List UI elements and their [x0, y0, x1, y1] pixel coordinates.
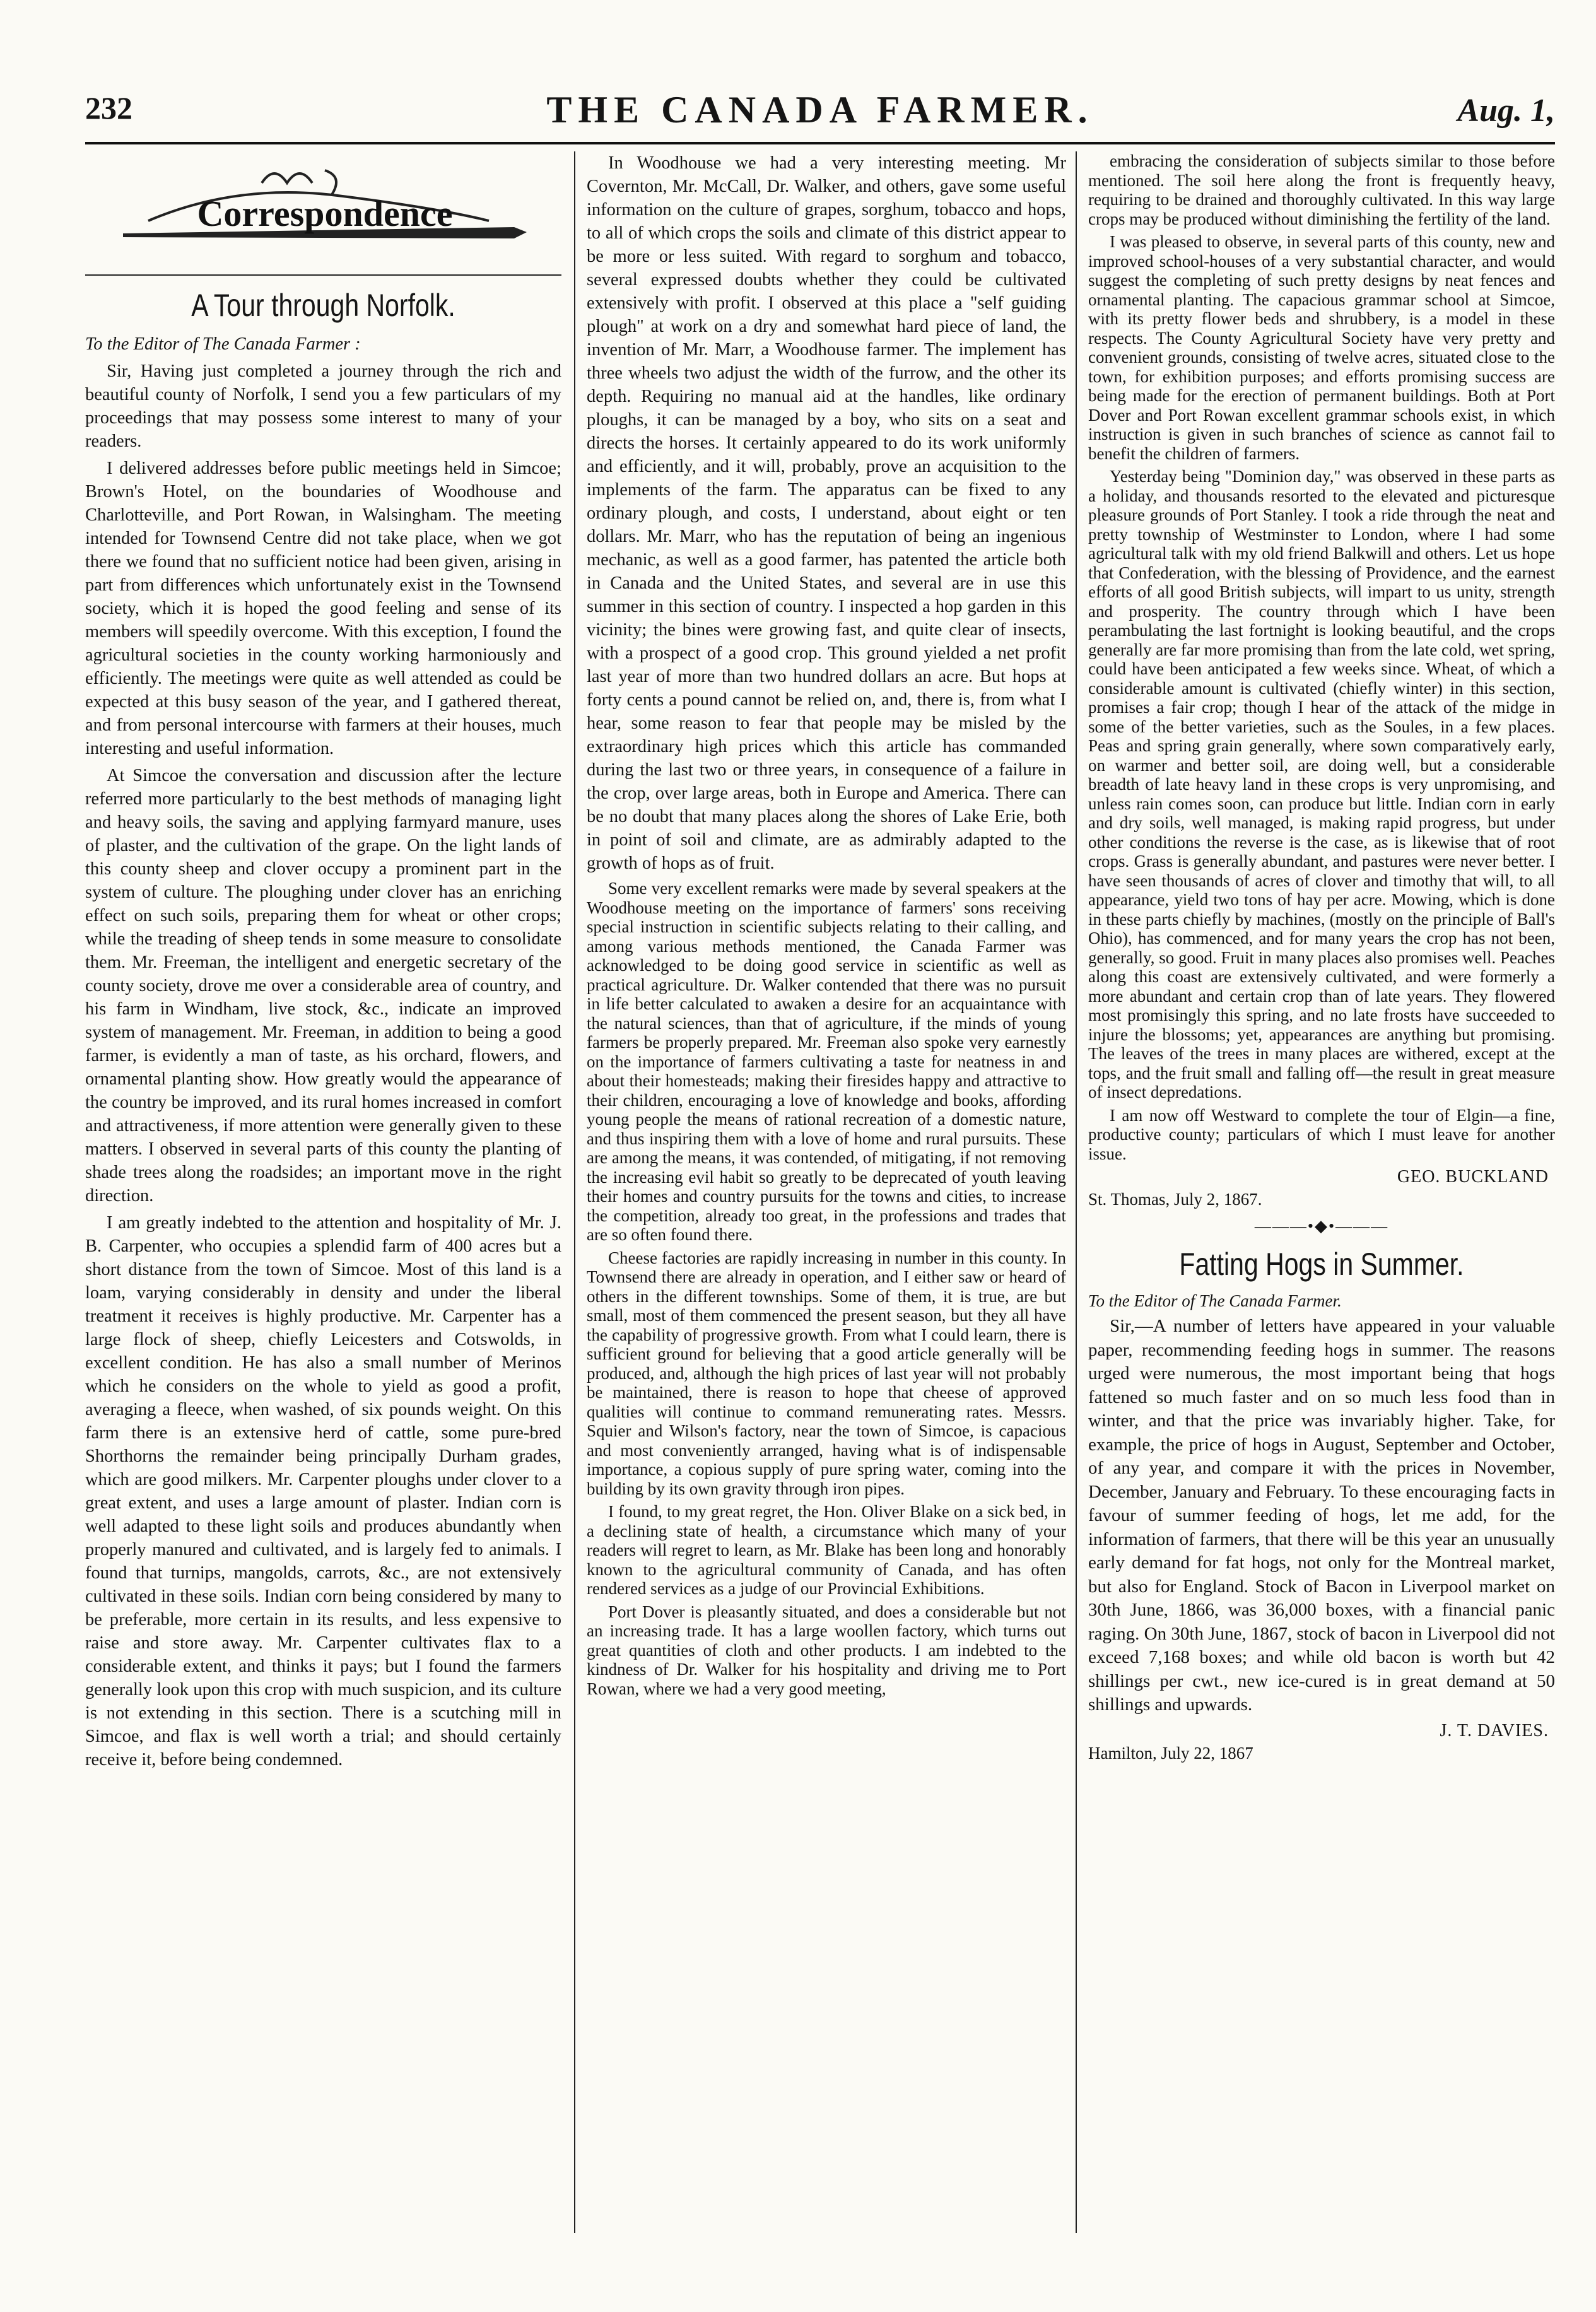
paragraph: I am greatly indebted to the attention and hospitality of Mr. J. B. Carpenter, who occupies a splendid farm of 400 acres but a short distance from the town of Simcoe. Most of this land is a loam, varying considerably in density and under the liberal treatment it receives is highly productive. Mr. Carpenter has a large flock of sheep, chiefly Leicesters and Cotswolds, in excellent condition. He has also a small number of Merinos which he considers on the whole to yield as good a profit, averaging a fleece, when washed, of six pounds weight. On this farm there is an extensive herd of cattle, some pure-bred Shorthorns the remainder being principally Durham grades, which are good milkers. Mr. Carpenter ploughs under clover to a great extent, and uses a large amount of plaster. Indian corn is well adapted to these light soils and produces abundantly when properly manured and cultivated, and is largely fed to animals. I found that turnips, mangolds, carrots, &c., are not extensively cultivated in these soils. Indian corn being considered by many to be preferable, more certain in its results, and less expensive to raise and store away. Mr. Carpenter cultivates flax to a considerable extent, and thinks it pays; but I found the farmers generally look upon this crop with much suspicion, and its culture is not extending in this section. There is a scutching mill in Simcoe, and flax is well worth a trial; and should certainly receive it, before being condemned. — [85, 1213, 561, 1769]
issue-date: Aug. 1, — [1457, 93, 1555, 129]
paragraph: Sir, Having just completed a journey through the rich and beautiful county of Norfolk, I send you a few particulars of my proceedings that may possess some interest to many of your readers. — [85, 361, 561, 451]
salutation: To the Editor of The Canada Farmer : — [85, 334, 361, 354]
paragraph: At Simcoe the conversation and discussion after the lecture referred more particularly to the best methods of managing light and heavy soils, the saving and applying farmyard manure, uses of plaster, and the cultivation of the grape. On the light lands of this county sheep and clover occupy a prominent part in the system of culture. The ploughing under clover has an enriching effect on such soils, preparing them for wheat or other crops; while the treading of sheep tends in some measure to consolidate them. Mr. Freeman, the intelligent and energetic secretary of the county society, drove me over a considerable area of country, and his farm in Windham, live stock, &c., indicate an improved system of management. Mr. Freeman, in addition to being a good farmer, is evidently a man of taste, as his orchard, flowers, and ornamental planting show. How greatly would the appearance of the country be improved, and its rural homes increased in comfort and attractiveness, if more attention were generally given to these matters. I observed in several parts of this county the planting of shade trees along the roadsides; an important move in the right direction. — [85, 766, 561, 1206]
newspaper-page — [85, 88, 1555, 2233]
paragraph: I am now off Westward to complete the tour of Elgin—a fine, productive county; particulars of which I must leave for another issue. — [1088, 1105, 1555, 1163]
paragraph: In Woodhouse we had a very interesting meeting. Mr Covernton, Mr. McCall, Dr. Walker, and others, gave some useful information on the culture of grapes, sorghum, tobacco and hops, to all of which crops the soils and climate of this district appear to be more or less suited. With regard to sorghum and tobacco, several expressed doubts whether they could be cultivated extensively with profit. I observed at this place a "self guiding plough" at work on a dry and somewhat hard piece of land, the invention of Mr. Marr, a Woodhouse farmer. The implement has three wheels two adjust the width of the furrow, and the other its depth. Requiring no manual aid at the handles, like ordinary ploughs, it can be managed by a boy, who sits on a seat and directs the horses. It certainly appeared to do its work uniformly and efficiently, and it will, probably, prove an acquisition to the implements of the farm. The apparatus can be fixed to any ordinary plough, and costs, I understand, about eight or ten dollars. Mr. Marr, who has the reputation of being an ingenious mechanic, as well as a good farmer, has patented the article both in Canada and the United States, and several are in use this summer in this section of country. I inspected a hop garden in this vicinity; the bines were growing fast, and quite clear of insects, with a prospect of a good crop. This ground yielded a net profit last year of more than two hundred dollars an acre. But hops at forty cents a pound cannot be relied on, and, there is, from what I hear, some reason to fear that people may be misled by the extraordinary high prices which this article has commanded during the last two or three years, in consequence of a failure in the crop, over large areas, both in Europe and America. There can be no doubt that many places along the shores of Lake Erie, both in point of soil and climate, are as admirably adapted to the growth of hops as of fruit. — [587, 153, 1066, 873]
dateline: Hamilton, July 22, 1867 — [1088, 1743, 1253, 1763]
divider-ornament-icon: ———•◆•——— — [1254, 1217, 1389, 1235]
column-divider — [574, 151, 575, 2233]
page-number: 232 — [85, 90, 132, 126]
signature: J. T. DAVIES. — [1440, 1720, 1549, 1740]
article-title: Fatting Hogs in Summer. — [1179, 1247, 1464, 1282]
header-rule — [85, 142, 1555, 144]
paragraph: Port Dover is pleasantly situated, and does a considerable but not an increasing trade. It has a large woollen factory, which turns out great quantities of cloth and other products. I am indebted to the kindness of Dr. Walker for his hospitality and driving me to Port Rowan, where we had a very good meeting, — [587, 1602, 1066, 1698]
paragraph: Yesterday being "Dominion day," was observed in these parts as a holiday, and thousands resorted to the elevated and picturesque pleasure grounds of Port Stanley. I took a ride through the neat and pretty township of Westminster to London, where I had some agricultural talk with my old friend Balkwill and others. Let us hope that Confederation, with the blessing of Providence, and the earnest efforts of all good British subjects, will impart to us unity, strength and prosperity. The country through which I have been perambulating the last fortnight is looking beautiful, and the crops generally are far more promising than from the late cold, wet spring, could have been anticipated a few weeks since. Wheat, of which a considerable amount is cultivated (chiefly winter) in this section, promises a fair crop; though I hear of the attack of the midge in some of the better varieties, such as the Soules, in a few places. Peas and spring grain generally, where sown comparatively early, on warmer and better soil, are doing well, but a considerable breadth of late heavy land in these crops is very unpromising, and unless rain comes soon, can produce but little. Indian corn in early and dry soils, well managed, is making rapid progress, but under other conditions the reverse is the case, as is likewise that of root crops. Grass is generally abundant, and pastures were never better. I have seen thousands of acres of clover and timothy that will, to all appearance, yield two tons of hay per acre. Mowing, which is done in these parts chiefly by machines, (mostly on the principle of Ball's Ohio), has commenced, and for many years the crop has not been, generally, so good. Fruit in many places also promises well. Peaches along this coast are extensively cultivated, and were formerly a more abundant and certain crop than of late years. They flowered most promisingly this spring, and no late frosts have succeeded to injure the blossoms; yet, appearances are anything but promising. The leaves of the trees in many places are withered, except at the tops, and the fruit small and falling off—the result in great measure of insect depredations. — [1088, 467, 1555, 1101]
paragraph: Cheese factories are rapidly increasing in number in this county. In Townsend there are already in operation, and I either saw or heard of others in the different townships. Some of them, it is true, are but small, most of them commenced the present season, but they all have the capability of progressive growth. From what I could learn, there is sufficient ground for believing that a good article generally will be produced, and, although the high prices of last year will not probably be maintained, there is reason to hope that cheese of approved qualities will continue to command remunerating rates. Messrs. Squier and Wilson's factory, near the town of Simcoe, is capacious and most conveniently arranged, having what is of indispensable importance, a copious supply of pure spring water, coming into the building by its own gravity through iron pipes. — [587, 1248, 1066, 1498]
paragraph: embracing the consideration of subjects similar to those before mentioned. The soil here along the front is frequently heavy, requiring to be drained and thoroughly cultivated. In this way large crops may be produced without diminishing the fertility of the land. — [1088, 151, 1555, 228]
signature: GEO. BUCKLAND — [1397, 1167, 1549, 1187]
column-divider — [1076, 151, 1077, 2233]
paragraph: I found, to my great regret, the Hon. Oliver Blake on a sick bed, in a declining state of health, a circumstance which many of your readers will regret to learn, as Mr. Blake has been long and honorably known to the agricultural community of Canada, and has often rendered services as a judge of our Provincial Exhibitions. — [587, 1502, 1066, 1598]
section-rule — [85, 274, 561, 276]
page-header — [85, 88, 1555, 139]
quill-ornament-icon — [110, 158, 539, 265]
paragraph: I delivered addresses before public meetings held in Simcoe; Brown's Hotel, on the boundaries of Woodhouse and Charlotteville, and Port Rowan, in Walsingham. The meeting intended for Townsend Centre did not take place, when we got there we found that no sufficient notice had been given, arising in part from differences which unfortunately exist in the Townsend society, which it is hoped the good feeling and sense of its members will speedily overcome. With this exception, I found the agricultural societies in the county working harmoniously and efficiently. The meetings were quite as well attended as could be expected at this busy season of the year, and I gathered thereat, and from personal intercourse with farmers at their houses, much interesting and useful information. — [85, 459, 561, 758]
column-3 — [1088, 151, 1555, 2233]
paragraph: Sir,—A number of letters have appeared in your valuable paper, recommending feeding hogs in summer. The reasons urged were numerous, the most important being that hogs fattened so much faster and on so much less food than in winter, and that the price was invariably higher. Take, for example, the price of hogs in August, September and October, of any year, and compare it with the prices in November, December, January and February. To these encouraging facts in favour of summer feeding of hogs, let me add, for the information of farmers, that there will be this year an unusually early demand for fat hogs, not only for the Montreal market, but also for England. Stock of Bacon in Liverpool market on 30th June, 1866, was 36,000 boxes, with a financial panic raging. On 30th June, 1867, stock of bacon in Liverpool did not exceed 7,168 boxes; and while old bacon is worth but 42 shillings per cwt., new ice-cured is in great demand at 50 shillings and upwards. — [1088, 1316, 1555, 1715]
column-2 — [587, 151, 1066, 2233]
dateline: St. Thomas, July 2, 1867. — [1088, 1190, 1262, 1209]
salutation: To the Editor of The Canada Farmer. — [1088, 1291, 1342, 1310]
banner-heading: Correspondence — [197, 193, 453, 234]
correspondence-banner — [85, 151, 561, 268]
paragraph: I was pleased to observe, in several parts of this county, new and improved school-houses of a very substantial character, and would suggest the completing of such pretty designs by neat fences and ornamental planting. The capacious grammar school at Simcoe, with its pretty flower beds and shrubbery, is a model in these respects. The County Agricultural Society have very pretty and convenient grounds, consisting of twelve acres, situated close to the town, for exhibition purposes; and efforts promising success are being made for the erection of permanent buildings. Both at Port Dover and Port Rowan excellent grammar schools exist, in which instruction is given in such branches of science as cannot fail to benefit the children of farmers. — [1088, 232, 1555, 463]
article-title: A Tour through Norfolk. — [191, 288, 455, 323]
masthead-title: THE CANADA FARMER. — [546, 89, 1094, 131]
column-1 — [85, 151, 561, 2233]
paragraph: Some very excellent remarks were made by several speakers at the Woodhouse meeting on the importance of farmers' sons receiving special instruction in scientific subjects relating to their calling, and among various methods mentioned, the Canada Farmer was acknowledged to be doing good service in scientific as well as practical agriculture. Dr. Walker contended that there was no pursuit in life better calculated to awaken a desire for an acquaintance with the natural sciences, than that of agriculture, if the minds of young farmers be properly prepared. Mr. Freeman also spoke very earnestly on the importance of farmers cultivating a taste for neatness in and about their homesteads; making their firesides happy and attractive to their children, encouraging a love of knowledge and books, affording young people the means of rational recreation of a domestic nature, and thus inspiring them with a love of home and rural pursuits. These are among the means, it was contended, of mitigating, if not removing the increasing evil habit so greatly to be deprecated of youth leaving their homes and country pursuits for the towns and cities, to increase the competition, already too great, in the professions and trades that are so often found there. — [587, 879, 1066, 1244]
